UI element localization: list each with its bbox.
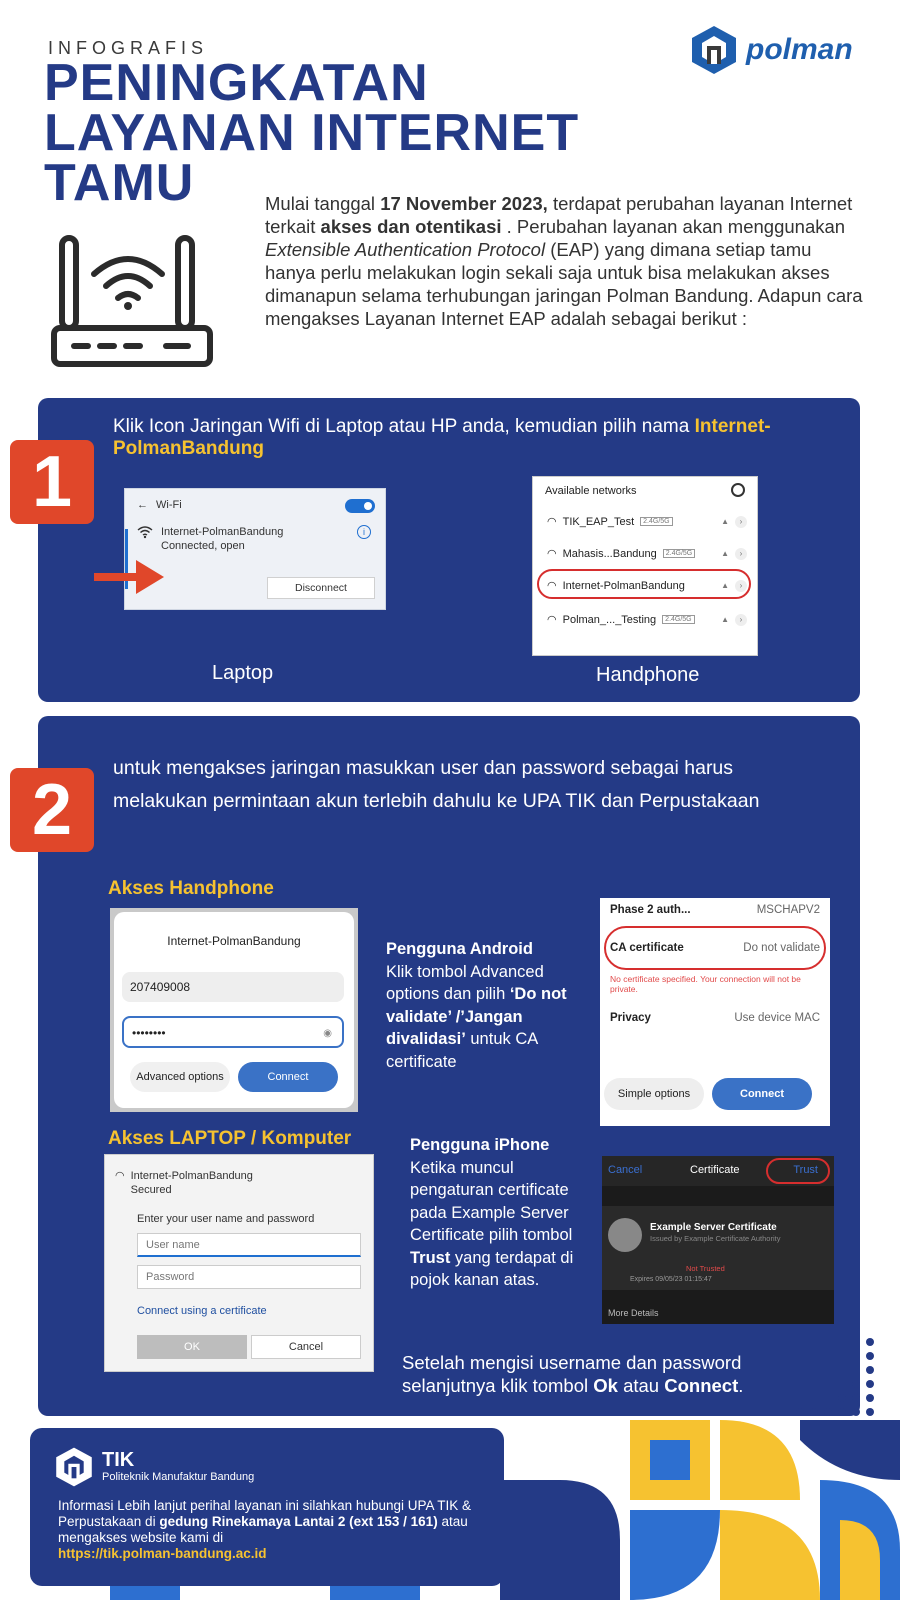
iphone-tail: yang terdapat di pojok kanan atas. <box>410 1248 574 1289</box>
intro-text-1: Mulai tanggal <box>265 193 381 214</box>
simple-options-button[interactable]: Simple options <box>604 1078 704 1110</box>
android-bold: ‘Do not validate’ /’Jangan divalidasi’ <box>386 985 567 1048</box>
disconnect-button[interactable]: Disconnect <box>267 577 375 599</box>
certificate-seal-icon <box>608 1218 642 1252</box>
final-note-text-1: Setelah mengisi username dan password selanjutnya klik tombol <box>402 1352 742 1396</box>
wifi-lock-icon: ◠ <box>115 1170 125 1182</box>
tik-logo-title: TIK <box>102 1449 135 1471</box>
title-line-2: LAYANAN INTERNET <box>44 104 580 162</box>
laptop-network-name: Internet-PolmanBandung <box>161 526 284 538</box>
akses-handphone-heading: Akses Handphone <box>108 878 274 899</box>
intro-text-4: (EAP) yang dimana setiap tamu hanya perlu melakukan login sekali saja untuk bisa melakukan akses dimanapun selama terhubungan jaringan Polman Bandung. Adapun cara mengakses Layanan Internet EAP adalah sebagai berikut : <box>265 239 863 329</box>
polman-logo <box>690 22 860 78</box>
phone-network-item[interactable] <box>547 613 747 626</box>
back-arrow-icon[interactable]: ← <box>137 499 148 511</box>
privacy-value: Use device MAC <box>734 1012 820 1024</box>
ios-cert-title: Certificate <box>690 1164 740 1176</box>
chevron-right-icon[interactable]: › <box>735 548 747 560</box>
certificate-warning: No certificate specified. Your connection will not be private. <box>610 974 801 994</box>
trust-button[interactable]: Trust <box>793 1164 818 1176</box>
refresh-icon[interactable] <box>731 483 745 497</box>
step-1-text: Klik Icon Jaringan Wifi di Laptop atau HP anda, kemudian pilih nama <box>113 416 695 437</box>
laptop-network-item[interactable] <box>137 525 283 553</box>
android-login-dialog <box>114 912 354 1108</box>
connect-certificate-link[interactable]: Connect using a certificate <box>137 1305 267 1317</box>
intro-italic: Extensible Authentication Protocol <box>265 239 546 260</box>
android-login-title: Internet-PolmanBandung <box>167 934 301 948</box>
chevron-right-icon[interactable]: › <box>735 614 747 626</box>
info-icon[interactable]: i <box>357 525 371 539</box>
ca-label: CA certificate <box>610 942 684 954</box>
highlight-oval <box>766 1158 830 1184</box>
android-instructions <box>386 938 586 1073</box>
laptop-network-status: Connected, open <box>161 540 245 552</box>
chevron-right-icon[interactable]: › <box>735 580 747 592</box>
intro-text-3: . Perubahan layanan akan menggunakan <box>501 216 846 237</box>
phase2-label: Phase 2 auth... <box>610 904 691 916</box>
lock-icon: ▲ <box>721 581 729 590</box>
phone-network-item[interactable] <box>547 547 747 560</box>
android-login-screenshot <box>110 908 358 1112</box>
page-title <box>44 54 644 212</box>
step-2-number: 2 <box>10 768 94 852</box>
step-1-instruction <box>113 416 773 460</box>
cancel-button[interactable]: Cancel <box>251 1335 361 1359</box>
ok-button[interactable]: OK <box>137 1335 247 1359</box>
intro-bold: akses dan otentikasi <box>320 216 502 237</box>
intro-text-2: terdapat perubahan layanan Internet terkait <box>265 193 853 237</box>
password-input[interactable]: Password <box>137 1265 361 1289</box>
wifi-icon: ◠ <box>547 580 557 592</box>
band-tag: 2.4G/5G <box>640 517 672 526</box>
wifi-toggle[interactable] <box>345 499 375 513</box>
phone-network-item[interactable] <box>547 515 747 528</box>
android-tail: untuk CA certificate <box>386 1030 538 1071</box>
footer-location: gedung Rinekamaya Lantai 2 (ext 153 / 161) <box>159 1514 438 1529</box>
connect-button[interactable]: Connect <box>238 1062 338 1092</box>
decorative-dots <box>790 1336 880 1420</box>
band-tag: 2.4G/5G <box>663 549 695 558</box>
polman-logo-icon <box>690 24 738 76</box>
final-note-text-2: atau <box>617 1374 665 1396</box>
footer-text-1: Informasi Lebih lanjut perihal layanan ini silahkan hubungi UPA TIK & Perpustakaan di <box>58 1498 472 1529</box>
advanced-options-button[interactable]: Advanced options <box>130 1062 230 1092</box>
android-settings-screenshot <box>600 898 830 1126</box>
akses-laptop-heading: Akses LAPTOP / Komputer <box>108 1128 352 1149</box>
tik-logo-icon <box>54 1446 94 1488</box>
laptop-caption: Laptop <box>212 662 274 684</box>
final-note-connect: Connect <box>664 1374 739 1396</box>
phone-network-name: Mahasis...Bandung <box>562 547 657 560</box>
router-icon <box>48 230 218 370</box>
phone-network-name: Polman_..._Testing <box>562 613 657 626</box>
laptop-wifi-header <box>137 499 182 511</box>
iphone-body: Ketika muncul pengaturan certificate pada Example Server Certificate pilih tombol <box>410 1158 573 1244</box>
laptop-login-network <box>115 1169 253 1197</box>
privacy-label: Privacy <box>610 1012 651 1024</box>
step-1-network-name: Internet-PolmanBandung <box>113 416 771 459</box>
footer-text-2: atau mengakses website kami di <box>58 1514 468 1545</box>
handphone-caption: Handphone <box>596 664 700 686</box>
not-trusted-label: Not Trusted <box>686 1264 725 1273</box>
ios-cancel-button[interactable]: Cancel <box>608 1164 643 1176</box>
phone-wifi-title: Available networks <box>545 485 637 497</box>
ca-value: Do not validate <box>743 942 820 954</box>
wifi-icon: ◠ <box>547 614 557 626</box>
privacy-row[interactable] <box>610 1012 820 1024</box>
iphone-instructions <box>410 1134 580 1292</box>
password-field[interactable] <box>122 1016 344 1048</box>
step-1-number: 1 <box>10 440 94 524</box>
footer-contact-text <box>58 1498 488 1562</box>
phone-network-name: TIK_EAP_Test <box>562 515 635 528</box>
android-body: Klik tombol Advanced options dan pilih <box>386 962 544 1003</box>
eye-icon[interactable]: ◉ <box>323 1028 332 1039</box>
phone-wifi-panel <box>532 476 758 656</box>
phase2-value: MSCHAPV2 <box>756 904 820 916</box>
step-2-final-note <box>402 1352 832 1397</box>
password-value: •••••••• <box>132 1026 166 1040</box>
footer-website-link[interactable]: https://tik.polman-bandung.ac.id <box>58 1546 267 1561</box>
credentials-prompt: Enter your user name and password <box>137 1213 315 1225</box>
chevron-right-icon[interactable]: › <box>735 516 747 528</box>
step-2-instruction: untuk mengakses jaringan masukkan user dan password sebagai harus melakukan permintaan akun terlebih dahulu ke UPA TIK dan Perpustakaan <box>113 757 760 812</box>
phase2-row[interactable] <box>610 904 820 916</box>
intro-paragraph <box>265 192 865 330</box>
infografis-kicker: INFOGRAFIS <box>48 38 209 58</box>
red-arrow-icon <box>94 560 164 594</box>
title-line-1: PENINGKATAN <box>44 54 429 112</box>
band-tag: 2.4G/5G <box>662 615 694 624</box>
username-field[interactable]: 207409008 <box>122 972 344 1002</box>
certificate-expiry: Expires 09/05/23 01:15:47 <box>630 1276 712 1283</box>
polman-logo-text: polman <box>746 33 853 66</box>
lock-icon: ▲ <box>721 517 729 526</box>
phone-network-name: Internet-PolmanBandung <box>562 579 685 592</box>
title-line-3: TAMU <box>44 154 195 212</box>
highlight-oval <box>604 926 826 970</box>
ios-certificate-screenshot <box>602 1156 834 1324</box>
laptop-login-secured: Secured <box>130 1184 172 1196</box>
lock-icon: ▲ <box>721 615 729 624</box>
wifi-icon <box>137 525 153 539</box>
lock-icon: ▲ <box>721 549 729 558</box>
connect-button[interactable]: Connect <box>712 1078 812 1110</box>
iphone-bold: Trust <box>410 1248 451 1267</box>
laptop-login-screenshot <box>104 1154 374 1372</box>
certificate-card <box>602 1206 834 1290</box>
highlight-oval <box>537 569 751 599</box>
certificate-issuer: Issued by Example Certificate Authority <box>650 1234 781 1243</box>
more-details-link[interactable]: More Details <box>608 1308 659 1318</box>
username-input[interactable]: User name <box>137 1233 361 1257</box>
certificate-name: Example Server Certificate <box>650 1222 777 1233</box>
tik-logo-subtitle: Politeknik Manufaktur Bandung <box>102 1471 255 1483</box>
final-note-ok: Ok <box>593 1374 618 1396</box>
laptop-login-network-name: Internet-PolmanBandung <box>130 1170 253 1182</box>
laptop-wifi-title: Wi-Fi <box>156 499 182 511</box>
wifi-icon: ◠ <box>547 548 557 560</box>
iphone-heading: Pengguna iPhone <box>410 1136 550 1154</box>
tik-logo <box>54 1444 314 1490</box>
wifi-icon: ◠ <box>547 516 557 528</box>
intro-date: 17 November 2023, <box>380 193 548 214</box>
android-heading: Pengguna Android <box>386 940 533 958</box>
final-note-text-3: . <box>738 1374 744 1396</box>
